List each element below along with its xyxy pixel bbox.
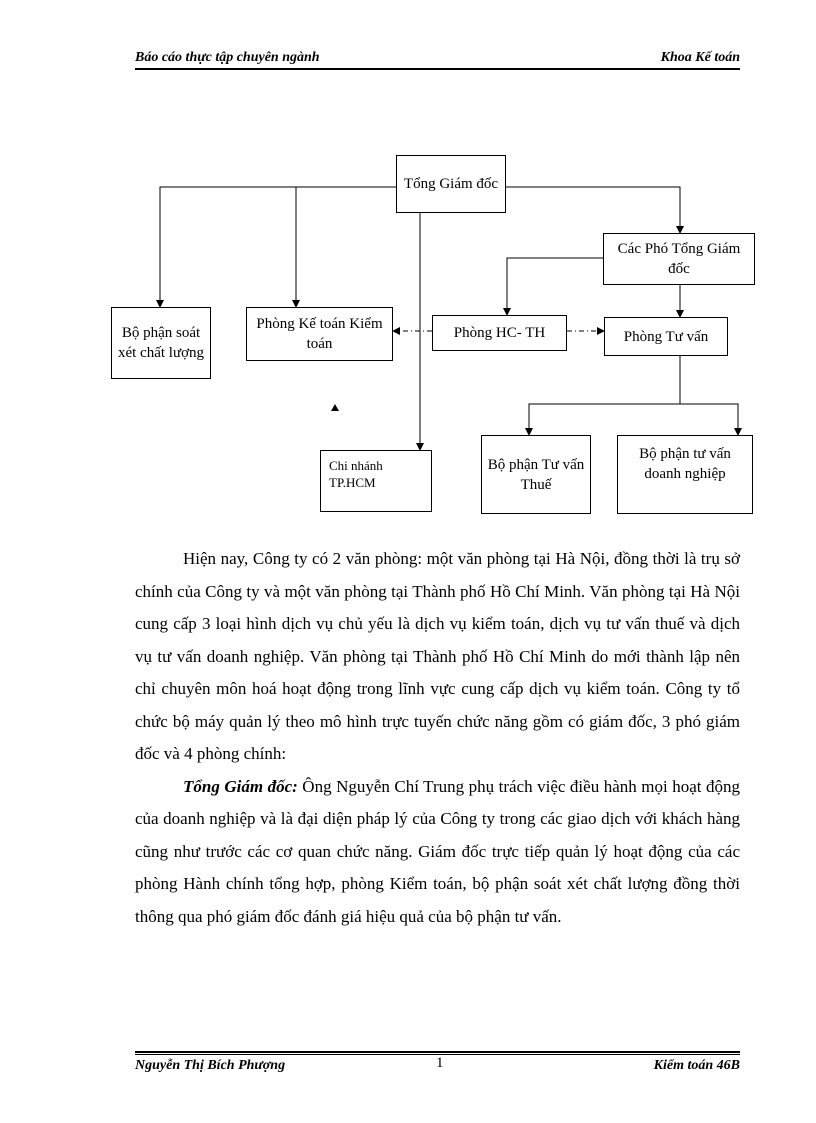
box-business-consulting	[617, 435, 753, 514]
box-consult-label: Phòng Tư vấn	[623, 328, 709, 345]
stray-marker	[331, 404, 339, 411]
box-tax-label: Bộ phận Tư vấn Thuế	[487, 456, 585, 493]
footer-rule	[135, 1051, 740, 1053]
paragraph-ceo: Tổng Giám đốc: Ông Nguyễn Chí Trung phụ trách việc điều hành mọi hoạt động của doanh nghiệp và là đại diện pháp lý của Công ty trong các giao dịch với khách hàng cũng như trước các cơ quan chức năng. Giám đốc trực tiếp quản lý hoạt động của các phòng Hành chính tổng hợp, phòng Kiểm toán, bộ phận soát xét chất lượng đồng thời thông qua phó giám đốc đánh giá hiệu quả của bộ phận tư vấn.	[135, 776, 740, 926]
box-ceo-label: Tổng Giám đốc	[403, 176, 499, 192]
box-quality-control	[111, 307, 211, 379]
paragraph-offices: Hiện nay, Công ty có 2 văn phòng: một văn phòng tại Hà Nội, đồng thời là trụ sở chính của Công ty và một văn phòng tại Thành phố Hồ Chí Minh. Văn phòng tại Hà Nội cung cấp 3 loại hình dịch vụ chủ yếu là dịch vụ kiểm toán, dịch vụ tư vấn thuế và dịch vụ tư vấn doanh nghiệp. Văn phòng tại Thành phố Hồ Chí Minh do mới thành lập nên chỉ chuyên môn hoá hoạt động trong lĩnh vực cung cấp dịch vụ kiểm toán. Công ty tổ chức bộ máy quản lý theo mô hình trực tuyến chức năng gồm có giám đốc, 3 phó giám đốc và 4 phòng chính:	[135, 549, 740, 763]
box-vice-label: Các Phó Tổng Giám đốc	[617, 241, 741, 277]
box-consulting-dept	[604, 317, 728, 356]
paragraph-ceo-text: Ông Nguyễn Chí Trung phụ trách việc điều hành mọi hoạt động của doanh nghiệp và là đại diện pháp lý của Công ty trong các giao dịch với khách hàng cũng như trước các cơ quan chức năng. Giám đốc trực tiếp quản lý hoạt động của các phòng Hành chính tổng hợp, phòng Kiểm toán, bộ phận soát xét chất lượng đồng thời thông qua phó giám đốc đánh giá hiệu quả của bộ phận tư vấn.	[135, 776, 740, 926]
box-branch-label: Chi nhánh TP.HCM	[329, 458, 383, 490]
header-right: Khoa Kế toán	[660, 50, 740, 65]
line-consult-business	[680, 404, 738, 435]
footer-author: Nguyễn Thị Bích Phượng	[135, 1058, 286, 1073]
line-ceo-vice	[505, 187, 680, 233]
box-audit-label: Phòng Kế toán Kiểm toán	[256, 316, 383, 352]
line-vice-admin	[507, 258, 603, 315]
paragraph-ceo-label: Tổng Giám đốc	[183, 776, 293, 796]
box-admin-label: Phòng HC- TH	[453, 325, 546, 341]
header-left: Báo cáo thực tập chuyên ngành	[135, 50, 320, 65]
body-text	[135, 543, 740, 933]
footer-right: Kiểm toán 46B	[653, 1058, 740, 1073]
box-vice-directors	[603, 233, 755, 285]
line-ceo-quality	[160, 187, 396, 307]
box-quality-label: Bộ phận soát xét chất lượng	[117, 325, 205, 361]
box-admin-dept	[432, 315, 567, 351]
page-number: 1	[436, 1055, 444, 1071]
box-audit-dept	[246, 307, 393, 361]
line-consult-tax	[529, 356, 680, 435]
box-ceo	[396, 155, 506, 213]
box-branch-hcm	[320, 450, 432, 512]
box-tax-consulting	[481, 435, 591, 514]
box-business-label: Bộ phận tư vấn doanh nghiệp	[639, 446, 731, 482]
